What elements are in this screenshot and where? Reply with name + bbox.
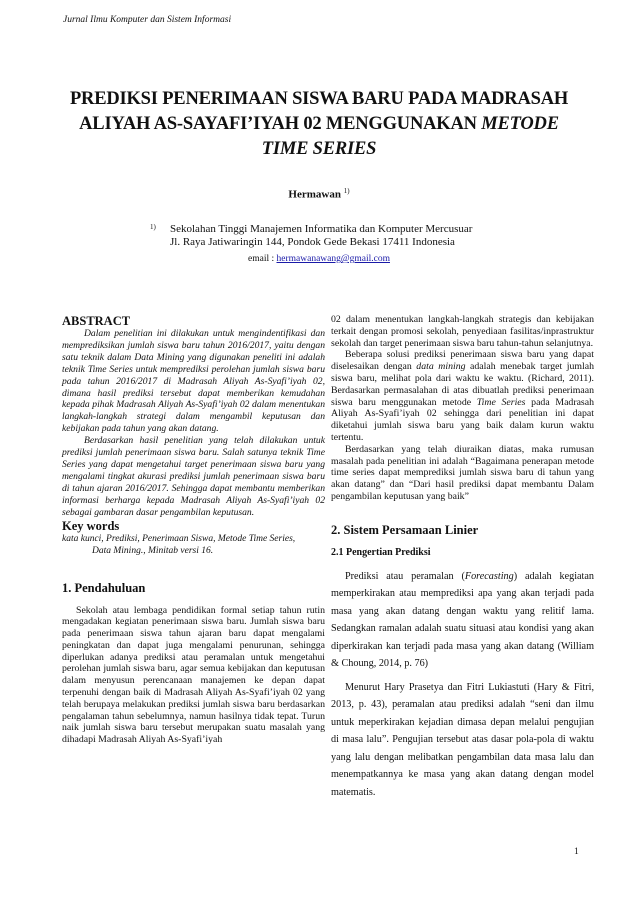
email-link[interactable]: hermawanawang@gmail.com	[276, 254, 390, 264]
prediksi-paragraph-2: Menurut Hary Prasetya dan Fitri Lukiastuti (Hary & Fitri, 2013, p. 43), peramalan atau prediksi adalah “seni dan ilmu untuk meperkirakan kejadian dimasa depan melalui pengujian di masa lalu”. Pengujian tersebut atas dasar pola-pola di waktu yang lalu dengan melibatkan pengambilan data masa lalu dan menempatkannya ke masa yang akan datang dengan model matematis.	[331, 681, 594, 798]
abstract-heading: ABSTRACT	[62, 314, 131, 328]
right-column	[331, 314, 594, 807]
left-column	[62, 314, 325, 746]
affiliation-line-1: Sekolahan Tinggi Manajemen Informatika dan Komputer Mercusuar	[170, 223, 473, 235]
intro-paragraph-2: 02 dalam menentukan langkah-langkah strategis dan kebijakan terkait dengan promosi sekolah, penyediaan fasilitas/inprastruktur sekolah dan target penerimaan siswa baru tahun-tahun selanjutnya.	[331, 314, 594, 349]
abstract-paragraph-2: Berdasarkan hasil penelitian yang telah dilakukan untuk prediksi jumlah penerimaan siswa baru. Salah satunya teknik Time Series yang dapat mengetahui target penerimaan siswa baru yang mengalami tingkat akurasi prediksi jumlah penerimaan siswa baru di tahun ajaran 2016/2017. Sehingga dapat membantu memberikan informasi berharga kepada Madrasah Aliyah As-Syafi’iyah 02 sebagai gambaran dasar pengambilan keputusan.	[62, 435, 325, 518]
section-2-1-body	[331, 568, 594, 802]
title-line-2: ALIYAH AS-SAYAFI’IYAH 02 MENGGUNAKAN METODE	[79, 114, 559, 134]
affiliation: 1) Sekolahan Tinggi Manajemen Informatika dan Komputer Mercusuar Jl. Raya Jatiwaringin 144, Pondok Gede Bekasi 17411 Indonesia	[150, 223, 520, 249]
page-number: 1	[574, 847, 579, 857]
title-line-1: PREDIKSI PENERIMAAN SISWA BARU PADA MADRASAH	[69, 89, 569, 109]
intro-heading: 1. Pendahuluan	[62, 580, 146, 595]
introduction	[62, 581, 325, 747]
keywords-line-2: Data Mining., Minitab versi 16.	[92, 545, 214, 556]
intro-paragraph-4: Berdasarkan yang telah diuraikan diatas, maka rumusan masalah pada penelitian ini adalah “Bagaimana penerapan metode time series dapat memprediksi jumlah siswa baru di tahun yang akan datang” dan “Dari hasil prediksi dapat membantu Dalam pengambilan keputusan yang baik”	[331, 443, 594, 502]
paper-title	[40, 87, 598, 162]
intro-continued	[331, 314, 594, 503]
section-2-heading: 2. Sistem Persamaan Linier	[331, 522, 479, 537]
abstract-paragraph-1: Dalam penelitian ini dilakukan untuk mengindentifikasi dan memprediksikan jumlah siswa baru tahun 2016/2017, yaitu dengan satu teknik dalam Data Mining yang digunakan peneliti ini adalah teknik Time Series untuk memprediksi perolehan jumlah siswa baru pada tahun 2016/2017 di Madrasah Aliyah As-Syafi’iyah 02, dimana hasil prediksi tersebut dapat memberikan kemudahan kepada pihak Madrasah Aliyah As-Syafi’iyah 02 dalam menentukan langkah-langkah strategi dalam mengambil keputusan dan kebijakan pada tahun yang akan datang.	[62, 328, 325, 435]
title-line-3: TIME SERIES	[261, 139, 377, 159]
keywords-line-1: kata kunci, Prediksi, Penerimaan Siswa, Metode Time Series,	[62, 533, 296, 544]
abstract	[62, 314, 325, 519]
keywords-heading: Key words	[62, 518, 120, 533]
affiliation-line-2: Jl. Raya Jatiwaringin 144, Pondok Gede Bekasi 17411 Indonesia	[170, 236, 455, 248]
intro-paragraph-3: Beberapa solusi prediksi penerimaan siswa baru yang dapat diselesaikan dengan data mining adalah menebak target jumlah siswa baru, melihat pola dari waktu ke waktu. (Richard, 2011). Berdasarkan permasalahan di atas dibuatlah prediksi penerimaan siswa baru menggunakan metode Time Series pada Madrasah Aliyah As-Syafi’iyah 02 sehingga dari penelitian ini dapat diketahui jumlah siswa baru yang baik dalam kurun waktu tertentu.	[331, 349, 594, 443]
section-2-1-heading: 2.1 Pengertian Prediksi	[331, 546, 431, 558]
intro-paragraph-1: Sekolah atau lembaga pendidikan formal setiap tahun rutin mengadakan kegiatan penerimaan siswa baru. Jumlah siswa baru pada penerimaan siswa tahun ajaran baru dapat mengalami peningkatan dan dapat juga mengalami penurunan, sehingga diperlukan adanya prediksi atau peramalan untuk mengetahui perolehan jumlah siswa baru, agar semua kebijakan dan keputusan dalam menyusun perencanaan manajemen ke depan dapat terpenuhi dengan baik di Madrasah Aliyah As-Syafi’iyah 02 yang telah berupaya melakukan prediksi jumlah siswa baru berdasarkan pengalaman tahun sebelumnya, namun hasilnya tidak tepat. Turun naik jumlah siswa baru tersebut merupakan suatu masalah yang dihadapi Madrasah Aliyah As-Syafi’iyah	[62, 604, 325, 746]
author: Hermawan $^{1)}$	[288, 187, 350, 201]
prediksi-paragraph-1: Prediksi atau peramalan (Forecasting) adalah kegiatan memperkirakan atau memprediksi apa yang akan terjadi pada masa yang akan datang dengan waktu yang relitif lama. Sedangkan ramalan adalah suatu situasi atau kondisi yang akan diperkirakan kan terjadi pada masa yang akan datang (William & Choung, 2014, p. 76)	[331, 570, 594, 670]
email-line: email : hermawanawang@gmail.com	[248, 254, 390, 264]
journal-name: Jurnal Ilmu Komputer dan Sistem Informasi	[63, 15, 232, 25]
